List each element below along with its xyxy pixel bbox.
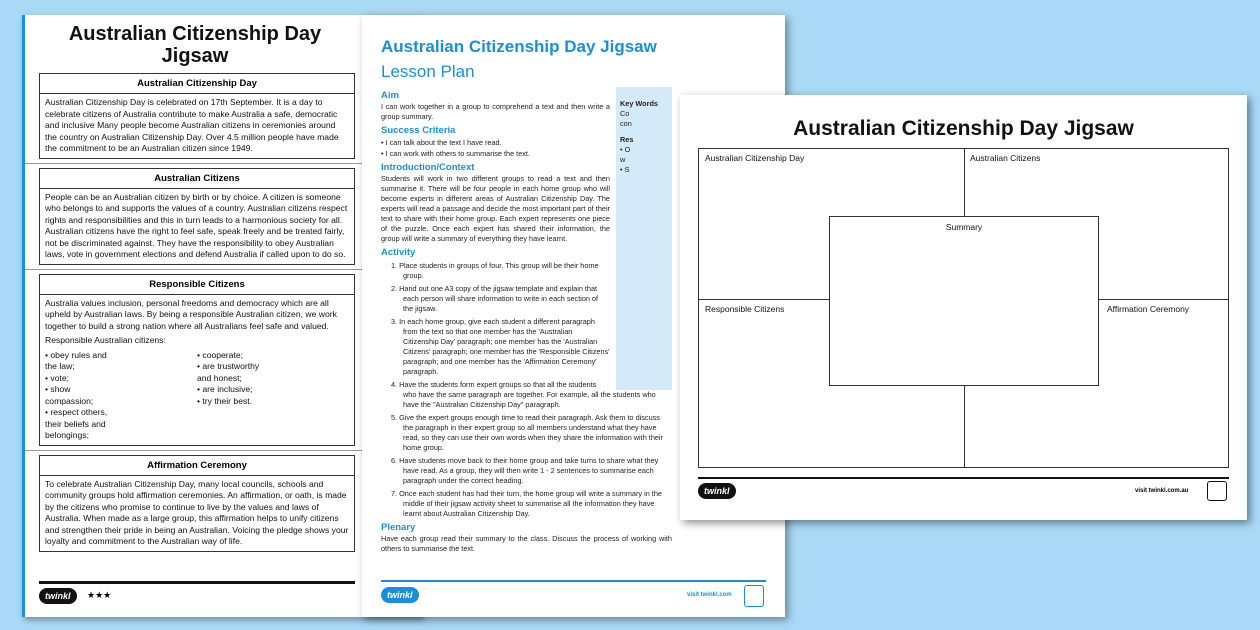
- body-line: Voicing the pledge shows your loyalty and commitment to the Australian way of life.: [45, 524, 349, 546]
- section-body: [40, 94, 354, 158]
- plenary-heading: Plenary: [381, 522, 416, 533]
- body-line: citizens of Australia contribute to make Australia a safe, democratic and inclusive: [45, 108, 338, 130]
- body-line: Australian Citizenship Day. Over 4.5 million people have made the commitment to be: [45, 131, 339, 153]
- footer-line: [698, 477, 1229, 479]
- activity-step: 2. Hand out one A3 copy of the jigsaw template and explain that each person will share information to write in each section of the jigsaw.: [391, 284, 599, 313]
- section-heading: Australian Citizens: [40, 169, 354, 189]
- worksheet-sections: [39, 73, 355, 552]
- body-line: and responsibilities and this in turn leads to a harmonious society for all.: [68, 214, 343, 225]
- section-heading: Responsible Citizens: [40, 275, 354, 295]
- body-line: Australian laws. By being a responsible Australian citizen, we work together to build a: [45, 309, 337, 331]
- body-line: government elections and defend Australia if called upon to do so.: [94, 249, 346, 259]
- rating-stars: ★★★: [87, 590, 112, 600]
- worksheet-title: Australian Citizenship Day Jigsaw: [68, 23, 322, 67]
- body-line: Australia values inclusion, personal freedoms and democracy which are all upheld by: [45, 297, 329, 319]
- keyword-text: • S: [620, 165, 630, 174]
- divider: [25, 450, 369, 451]
- lesson-content: [381, 87, 672, 554]
- divider: [25, 163, 369, 164]
- body-line: an Australian citizen since 1949.: [130, 143, 253, 153]
- jigsaw-title: Australian Citizenship Day Jigsaw: [793, 117, 1134, 140]
- section-affirmation-ceremony: [39, 455, 355, 552]
- list-right: [197, 350, 349, 442]
- section-body: [40, 295, 354, 445]
- keyword-text: Co: [620, 109, 630, 118]
- section-responsible-citizens: [39, 274, 355, 446]
- jigsaw-template-page: [680, 95, 1247, 520]
- body-line: belongs to and supports the values of a country. Australian citizens respect rights: [45, 203, 348, 225]
- list-item: • are inclusive;: [197, 384, 253, 394]
- criteria-item: • I can work with others to summarise the text.: [381, 149, 530, 158]
- footer-line: [39, 581, 355, 584]
- body-line: hold affirmation ceremonies. An affirmation, or oath, is made by the citizens who promise: [45, 490, 347, 512]
- activity-step: 6. Have students move back to their home group and take turns to share what they have read. As a group, they will then write 1 - 2 sentences to summarise each paragraph under the correct heading.: [391, 456, 659, 485]
- intro-heading: Introduction/Context: [381, 162, 475, 173]
- success-criteria-heading: Success Criteria: [381, 125, 456, 136]
- plenary-text: Have each group read their summary to the class. Discuss the process of working with others to summarise the text.: [381, 534, 672, 553]
- list-item: • show compassion;: [45, 384, 94, 406]
- section-body: [40, 476, 354, 551]
- footer-line: [381, 580, 766, 582]
- activity-step: 3. In each home group, give each student a different paragraph from the text so that one member has the 'Australian Citizenship Day' paragraph; one member has the 'Australian Citizens' paragraph; one member has the 'Responsible Citizens' paragraph; and one member has the 'Affirmation Ceremony' paragraph.: [391, 317, 610, 376]
- keyword-text: Key Words: [620, 99, 658, 108]
- section-heading: Australian Citizenship Day: [40, 74, 354, 94]
- quality-badge-icon: [744, 585, 764, 607]
- list-item: • respect others, their beliefs and belongings;: [45, 407, 108, 440]
- activity-step: 5. Give the expert groups enough time to read their paragraph. Ask them to discuss the paragraph in their expert group so all members understand what they have read, so they can use their own words when they share the information with their home group.: [391, 413, 663, 452]
- activity-step: 7. Once each student has had their turn, the home group will write a summary in the middle of their jigsaw activity sheet to summarise all the information they have learnt about Australian Citizenship Day.: [391, 489, 662, 518]
- activity-step: 1. Place students in groups of four. This group will be their home group.: [391, 261, 599, 280]
- lesson-subtitle: Lesson Plan: [381, 62, 475, 81]
- section-australian-citizens: [39, 168, 355, 265]
- cell-label: Australian Citizens: [970, 153, 1041, 163]
- cell-label: Affirmation Ceremony: [1107, 304, 1190, 314]
- keyword-text: con: [620, 119, 632, 128]
- quality-badge-icon: [1207, 481, 1227, 501]
- body-line: affirmation helps to unify citizens and strengthen their pride in being an Australian.: [45, 513, 339, 535]
- twinkl-logo: twinkl: [381, 587, 419, 603]
- list-intro: Responsible Australian citizens:: [45, 335, 166, 345]
- body-line: be discriminated against. They have the responsibility to obey Australian laws, vote in: [45, 237, 334, 259]
- footer-link[interactable]: visit twinkl.com: [687, 592, 732, 598]
- list-item: • try their best.: [197, 395, 253, 406]
- list-item: • obey rules and the law;: [45, 349, 107, 371]
- intro-text: Students will work in two different groups to read a text and then summarise it. There will be four people in each home group who will become experts in different areas of Australian Citizenship Day. The experts will read a passage and decide the most important part of their text to share with their home group. Each expert represents one piece of the puzzle. Once each expert has shared their information, the group will write a summary of everything they have learnt.: [381, 174, 610, 243]
- list-item: • cooperate;: [197, 349, 244, 360]
- body-line: Many people become Australian citizens in ceremonies around the country on: [45, 120, 336, 142]
- activity-step: 4. Have the students form expert groups so that all the students who have the same paragraph are together. For example, all the students who have the "Australian Citizenship Day" paragraph.: [391, 380, 656, 409]
- divider: [25, 269, 369, 270]
- list-item: • vote;: [45, 372, 70, 383]
- keyword-text: Res: [620, 135, 634, 144]
- list-item: • are trustworthy and honest;: [197, 361, 260, 383]
- cell-label: Responsible Citizens: [705, 304, 785, 314]
- activity-heading: Activity: [381, 247, 416, 258]
- summary-box: [829, 216, 1099, 386]
- body-line: To celebrate Australian Citizenship Day, many local councils, schools and community groups: [45, 478, 324, 500]
- body-line: Australian citizens have the right to feel safe, speak freely and be treated fairly, not: [45, 226, 345, 248]
- cell-label: Australian Citizenship Day: [705, 153, 805, 163]
- twinkl-logo: twinkl: [698, 483, 736, 499]
- criteria-item: • I can talk about the text I have read.: [381, 138, 502, 147]
- body-line: People can be an Australian citizen by birth or by choice. A citizen is someone who: [45, 191, 341, 213]
- body-line: to continue to live by the values and laws of Australia. When made as a large group, this: [45, 501, 319, 523]
- keyword-text: • O: [620, 145, 631, 154]
- section-body: [40, 189, 354, 264]
- list-left: [45, 350, 197, 442]
- jigsaw-grid: [698, 148, 1229, 468]
- lesson-title: Australian Citizenship Day Jigsaw: [381, 37, 657, 56]
- section-citizenship-day: [39, 73, 355, 159]
- body-line: Australian Citizenship Day is celebrated on 17th September. It is a day to celebrate: [45, 97, 323, 119]
- cell-label: Summary: [945, 222, 983, 232]
- keyword-text: w: [620, 155, 626, 164]
- body-line: strong nation where all Australians feel safe and valued.: [116, 320, 329, 331]
- twinkl-logo: twinkl: [39, 588, 77, 604]
- aim-text: I can work together in a group to comprehend a text and then write a group summary.: [381, 102, 610, 121]
- key-words-panel: [616, 87, 672, 390]
- section-heading: Affirmation Ceremony: [40, 456, 354, 476]
- aim-heading: Aim: [381, 90, 399, 101]
- footer-link[interactable]: visit twinkl.com.au: [1135, 488, 1189, 494]
